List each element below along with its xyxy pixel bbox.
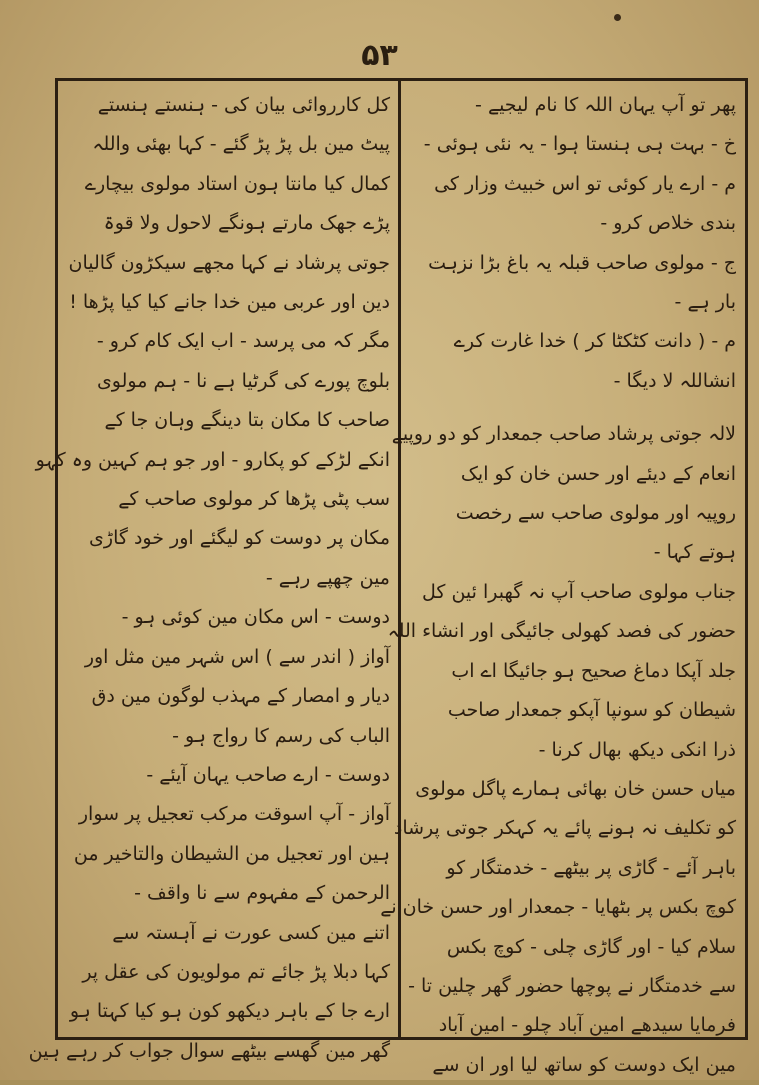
left-column-line: ارے جا کے باہر دیکھو کون ہو کیا کہتا ہو: [69, 1000, 390, 1023]
page-number: ۵۳: [361, 38, 398, 73]
right-column-line: پھر تو آپ یہان اللہ کا نام لیجیے -: [475, 94, 736, 116]
left-column-line: الرحمن کے مفہوم سے نا واقف -: [134, 882, 390, 905]
left-column-line: ہین اور تعجیل من الشیطان والتاخیر من: [73, 842, 390, 865]
left-column-line: مین چھپے رہے -: [265, 566, 390, 589]
left-column-line: پڑے جھک مارتے ہونگے لاحول ولا قوۃ: [103, 212, 390, 235]
left-column-line: بلوچ پورے کی گرٹیا ہے نا - ہم مولوی: [96, 369, 390, 392]
right-column-line: انشاللہ لا دیگا -: [613, 369, 736, 392]
right-column-line: بندی خلاص کرو -: [600, 212, 736, 235]
right-column-line: سے خدمتگار نے پوچھا حضور گھر چلین تا -: [408, 974, 736, 997]
left-column-line: سب پٹی پڑھا کر مولوی صاحب کے: [118, 488, 390, 511]
left-column: [28, 86, 396, 1062]
left-column-line: کمال کیا مانتا ہون استاد مولوی بیچارے: [84, 172, 390, 195]
left-column-line: انکے لڑکے کو پکارو - اور جو ہم کہین وہ کہو: [35, 448, 390, 471]
left-column-line: کہا دبلا پڑ جائے تم مولویون کی عقل پر: [82, 960, 390, 983]
right-column-line: مین ایک دوست کو ساتھ لیا اور ان سے: [432, 1053, 736, 1076]
right-column-line: انعام کے دیئے اور حسن خان کو ایک: [460, 462, 736, 485]
right-column: [380, 86, 742, 1076]
left-column-line: دوست - اس مکان مین کوئی ہو -: [121, 606, 390, 629]
right-column-spacer: [410, 401, 736, 415]
right-column-line: خ - بہت ہی ہنستا ہوا - یہ نئی ہوئی -: [423, 133, 736, 156]
right-column-line: لالہ جوتی پرشاد صاحب جمعدار کو دو روپیے: [391, 423, 736, 446]
right-column-line: ج - مولوی صاحب قبلہ یہ باغ بڑا نزہت: [428, 251, 736, 274]
left-column-line: دوست - ارے صاحب یہان آیئے -: [146, 763, 390, 786]
left-column-line: صاحب کا مکان بتا دینگے وہان جا کے: [104, 409, 390, 432]
left-column-line: آواز ( اندر سے ) اس شہر مین مثل اور: [84, 645, 390, 668]
right-column-line: ذرا انکی دیکھ بھال کرنا -: [538, 738, 736, 761]
left-column-line: آواز - آپ اسوقت مرکب تعجیل پر سوار: [78, 803, 390, 826]
left-column-line: مگر کہ می پرسد - اب ایک کام کرو -: [96, 330, 390, 353]
left-column-line: اتنے مین کسی عورت نے آہستہ سے: [112, 921, 390, 944]
right-column-line: ہوتے کہا -: [653, 541, 736, 564]
right-column-line: کو تکلیف نہ ہونے پائے یہ کہکر جوتی پرشاد: [393, 817, 736, 840]
ink-spot: [614, 14, 621, 21]
right-column-line: جناب مولوی صاحب آپ نہ گھبرا ئین کل: [421, 580, 736, 603]
right-column-line: حضور کی فصد کھولی جائیگی اور انشاء اللہ: [387, 620, 736, 643]
right-column-line: روپیہ اور مولوی صاحب سے رخصت: [455, 502, 736, 525]
right-column-line: باہر آئے - گاڑی پر بیٹھے - خدمتگار کو: [446, 856, 736, 879]
right-column-line: م - ارے یار کوئی تو اس خبیث وزار کی: [434, 172, 736, 195]
left-column-line: مکان پر دوست کو لیگئے اور خود گاڑی: [89, 527, 390, 550]
left-column-line: الباب کی رسم کا رواج ہو -: [172, 724, 390, 747]
right-column-line: بار ہے -: [674, 291, 736, 314]
left-column-line: دیار و امصار کے مہذب لوگون مین دق: [91, 685, 390, 708]
right-column-line: میاں حسن خان بھائی ہمارے پاگل مولوی: [415, 777, 736, 800]
right-column-line: جلد آپکا دماغ صحیح ہو جائیگا اے اب: [451, 659, 736, 682]
left-column-line: پیٹ مین بل پڑ پڑ گئے - کہا بھئی واللہ: [92, 133, 390, 156]
left-column-line: جوتی پرشاد نے کہا مجھے سیکڑون گالیان: [68, 251, 390, 274]
right-column-line: سلام کیا - اور گاڑی چلی - کوچ بکس: [446, 935, 736, 958]
right-column-line: کوچ بکس پر بٹھایا - جمعدار اور حسن خان نے: [380, 896, 736, 919]
right-column-line: م - ( دانت کٹکٹا کر ) خدا غارت کرے: [453, 330, 736, 353]
left-column-line: گھر مین گھسے بیٹھے سوال جواب کر رہے ہین: [28, 1039, 390, 1062]
right-column-line: شیطان کو سونپا آپکو جمعدار صاحب: [447, 699, 736, 722]
left-column-line: دین اور عربی مین خدا جانے کیا کیا پڑھا !: [69, 291, 390, 314]
right-column-line: فرمایا سیدھے امین آباد چلو - امین آباد: [438, 1014, 736, 1037]
left-column-line: کل کارروائی بیان کی - ہنستے ہنستے: [97, 94, 390, 116]
